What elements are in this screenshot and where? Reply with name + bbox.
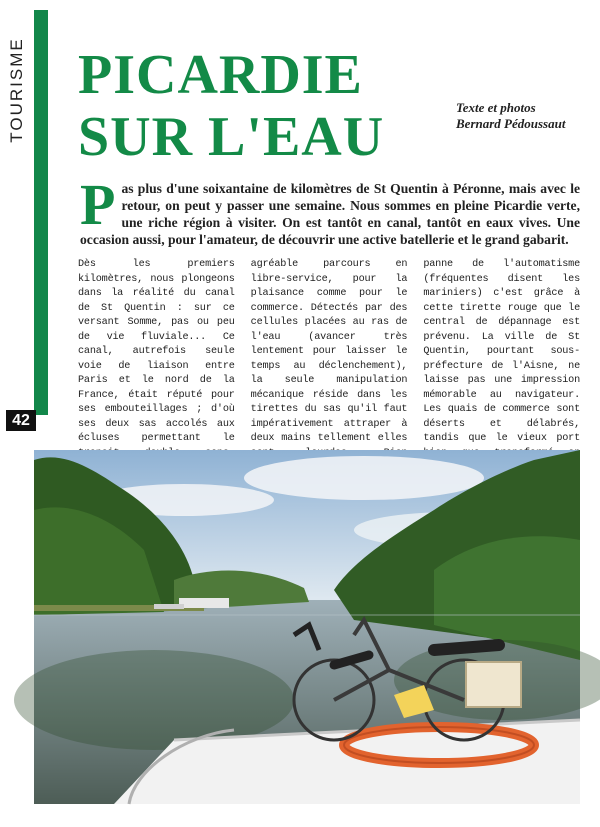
intro-paragraph: [80, 172, 580, 248]
article-title: [78, 44, 384, 168]
section-label: [2, 10, 32, 170]
credits: [456, 100, 565, 132]
title-line-2: SUR L'EAU: [78, 106, 385, 168]
column-1: [78, 258, 235, 444]
title-line-1: PICARDIE: [78, 44, 363, 106]
column-3: [423, 258, 581, 444]
column-text: agréable parcours en libre-service, pour la plaisance comme pour le commerce. Détectés par des cellules placées au ras de l'eau (avancer très lentement pour laisser le temps au déclenchement), la seule manipulation mécanique réside dans les tirettes du sas qu'il faut impérativement attraper à deux mains tellement elles: [250, 259, 408, 444]
credits-line-1: Texte et photos: [456, 100, 536, 115]
accent-bar: [34, 10, 48, 415]
body-columns: [78, 258, 581, 444]
section-label-text: TOURISME: [7, 37, 26, 143]
canal-photo-illustration: [34, 450, 580, 804]
credits-author: Bernard Pédoussaut: [456, 116, 566, 131]
drop-cap: P: [80, 172, 116, 237]
page-number: 42: [6, 410, 36, 431]
column-text: Dès les premiers kilomètres, nous plongeons dans la réalité du canal de St Quentin : sur ce versant Somme, pas ou peu de vie fluviale... Ce canal, autrefois seule voie de liaison entre Paris et le nord de la France, était réputé pour ses embouteillages ; d'où ses deux sas accolés aux écluses permettant le: [78, 259, 235, 444]
intro-text: as plus d'une soixantaine de kilomètres de St Quentin à Péronne, mais avec le retour, on peut y passer une semaine. Nous sommes en pleine Picardie verte, une riche région à visiter. On est tantôt en canal, tantôt en eaux vives. Une occasion aussi, pour l'amateur, de découvrir une active batellerie et le grand gabarit.: [80, 181, 580, 247]
column-2: [250, 258, 408, 444]
canal-photo: [34, 450, 580, 804]
column-text: panne de l'automatisme (fréquentes disent les mariniers) c'est grâce à cette tirette rouge que le central de dépannage est prévenu. La ville de St Quentin, pourtant sous-préfecture de l'Aisne, ne laisse pas une impression mémorable au navigateur. Les quais de commerce sont déserts et délabrés, tandis que le vieux port: [423, 259, 581, 444]
